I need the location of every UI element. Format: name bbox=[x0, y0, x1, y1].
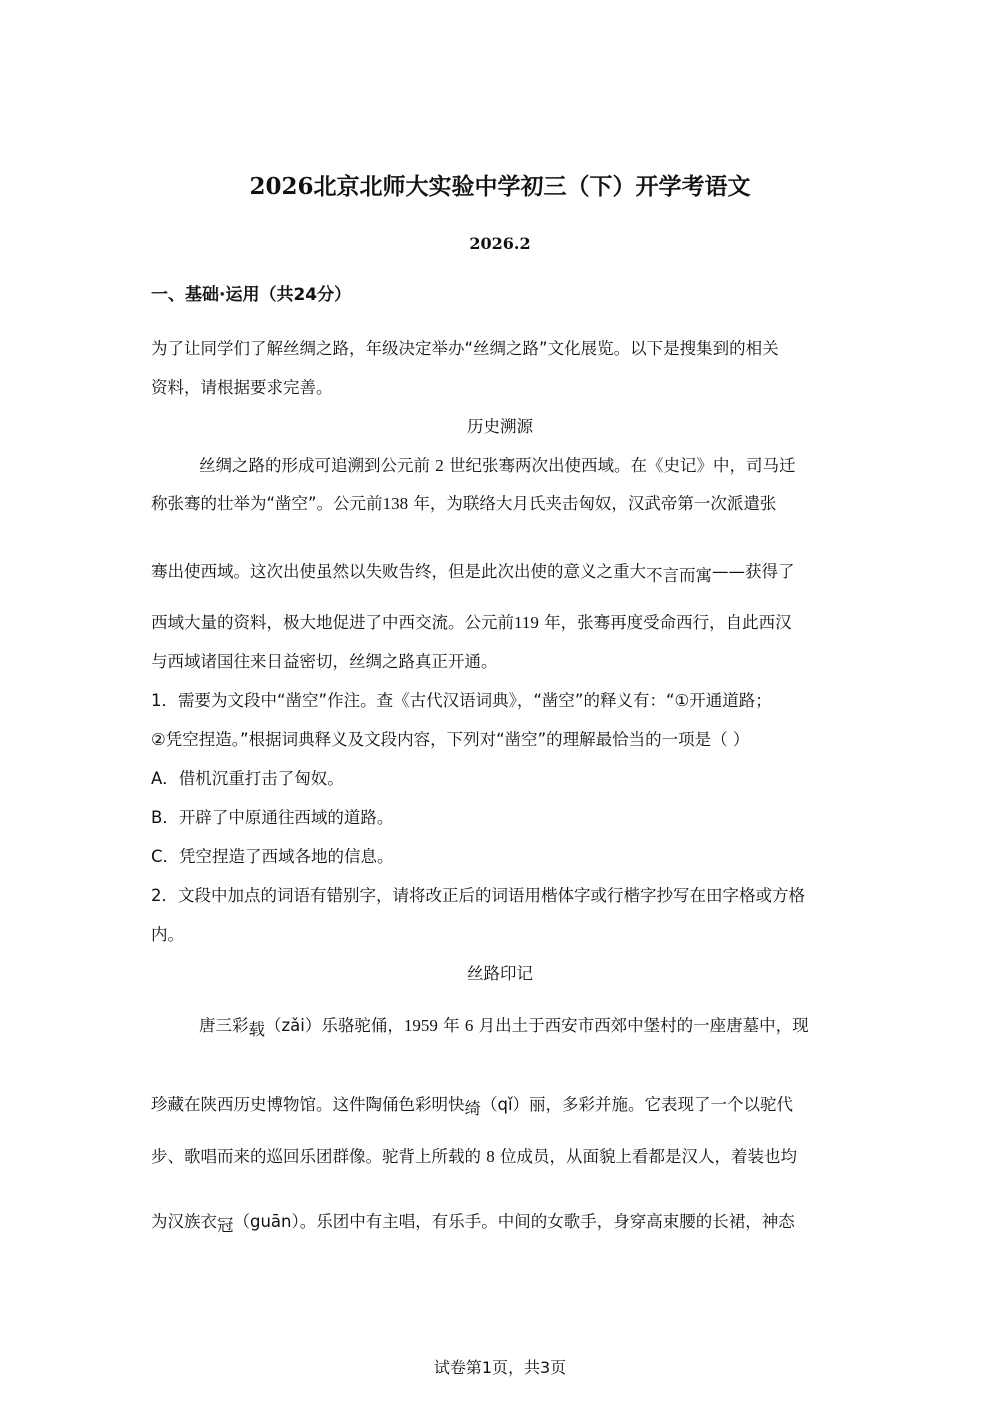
passage-line: 西域大量的资料，极大地促进了中西交流。公元前119 年，张骞再度受命西行，自此西汉 bbox=[151, 613, 792, 632]
passage-line: 与西域诸国往来日益密切，丝绸之路真正开通。 bbox=[151, 652, 498, 671]
intro-line-2: 资料，请根据要求完善。 bbox=[151, 378, 333, 397]
dotted-word: 不言而寓 bbox=[646, 566, 712, 585]
passage-line: 丝绸之路的形成可追溯到公元前 2 世纪张骞两次出使西域。在《史记》中，司马迁 bbox=[199, 456, 796, 475]
passage-line: 骞出使西域。这次出使虽然以失败告终，但是此次出使的意义之重大不言而寓——获得了 bbox=[151, 562, 795, 585]
passage-heading: 历史溯源 bbox=[467, 417, 533, 436]
intro-line-1: 为了让同学们了解丝绸之路，年级决定举办“丝绸之路”文化展览。以下是搜集到的相关 bbox=[151, 339, 779, 358]
passage-line: 珍藏在陕西历史博物馆。这件陶俑色彩明快绮（qǐ）丽，多彩并施。它表现了一个以驼代 bbox=[151, 1095, 794, 1118]
passage-line: 称张骞的壮举为“凿空”。公元前138 年，为联络大月氏夹击匈奴，汉武帝第一次派遣张 bbox=[151, 494, 777, 513]
question-stem: 内。 bbox=[151, 925, 184, 944]
option-b: B．开辟了中原通往西域的道路。 bbox=[151, 808, 394, 827]
exam-date: 2026.2 bbox=[469, 234, 531, 253]
option-c: C．凭空捏造了西域各地的信息。 bbox=[151, 847, 394, 866]
section-heading: 一、基础·运用（共24分） bbox=[151, 285, 352, 305]
question-stem: ②凭空捏造。”根据词典释义及文段内容，下列对“凿空”的理解最恰当的一项是（ ） bbox=[151, 730, 750, 749]
question-stem: 2．文段中加点的词语有错别字，请将改正后的词语用楷体字或行楷字抄写在田字格或方格 bbox=[151, 886, 805, 905]
question-stem: 1．需要为文段中“凿空”作注。查《古代汉语词典》，“凿空”的释义有：“①开通道路； bbox=[151, 691, 772, 710]
option-a: A．借机沉重打击了匈奴。 bbox=[151, 769, 344, 788]
passage-heading: 丝路印记 bbox=[467, 964, 533, 983]
passage-line: 步、歌唱而来的巡回乐团群像。驼背上所载的 8 位成员，从面貌上看都是汉人，着装也均 bbox=[151, 1147, 797, 1166]
page-title: 2026北京北师大实验中学初三（下）开学考语文 bbox=[249, 173, 751, 200]
passage-line: 唐三彩载（zǎi）乐骆驼俑，1959 年 6 月出土于西安市西郊中堡村的一座唐墓中，现 bbox=[199, 1016, 809, 1039]
page-footer: 试卷第1页，共3页 bbox=[433, 1358, 567, 1377]
passage-line: 为汉族衣冠（guān）。乐团中有主唱，有乐手。中间的女歌手，身穿高束腰的长裙，神态 bbox=[151, 1212, 795, 1235]
